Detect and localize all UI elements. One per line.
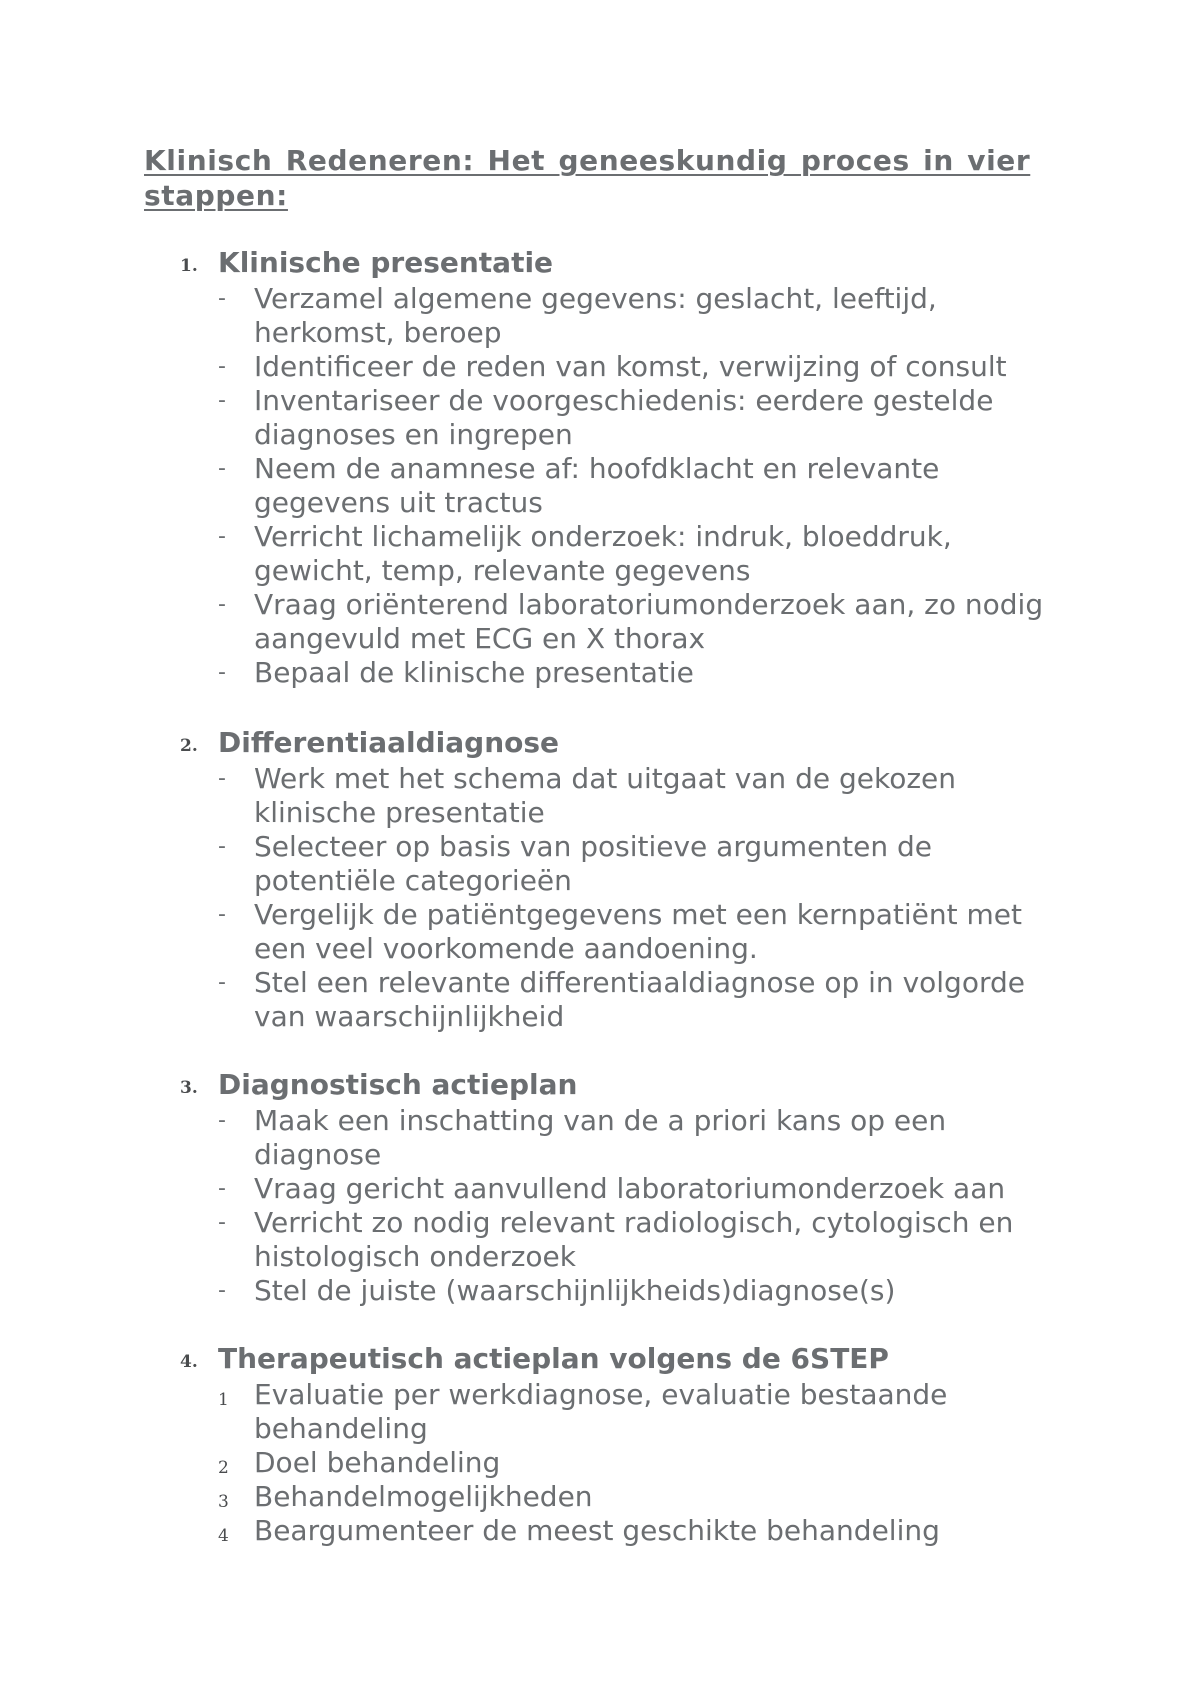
item-number: 1	[218, 1390, 229, 1410]
section-therapeutisch-actieplan	[0, 1342, 1200, 1548]
dash-marker: -	[218, 1278, 226, 1303]
section-heading	[0, 726, 1200, 762]
list-item-text: Vraag gericht aanvullend laboratoriumonderzoek aan	[254, 1172, 1006, 1205]
list-item	[0, 656, 1074, 690]
list-item	[0, 1172, 1074, 1206]
section-list	[0, 1378, 1200, 1548]
list-item-text: Inventariseer de voorgeschiedenis: eerdere gestelde diagnoses en ingrepen	[254, 384, 994, 451]
dash-marker: -	[218, 286, 226, 311]
section-list	[0, 762, 1200, 1034]
dash-marker: -	[218, 834, 226, 859]
list-item	[0, 588, 1074, 656]
list-item-text: Selecteer op basis van positieve argumenten de potentiële categorieën	[254, 830, 932, 897]
section-number: 1.	[180, 256, 198, 276]
list-item-text: Verricht zo nodig relevant radiologisch, cytologisch en histologisch onderzoek	[254, 1206, 1014, 1273]
dash-marker: -	[218, 388, 226, 413]
list-item	[0, 1206, 1074, 1274]
list-item	[0, 966, 1074, 1034]
section-number: 2.	[180, 736, 198, 756]
document-title: Klinisch Redeneren: Het geneeskundig proces in vier stappen:	[144, 144, 1031, 212]
list-item-text: Identificeer de reden van komst, verwijzing of consult	[254, 350, 1007, 383]
dash-marker: -	[218, 766, 226, 791]
dash-marker: -	[218, 354, 226, 379]
list-item	[0, 350, 1074, 384]
dash-marker: -	[218, 902, 226, 927]
list-item-text: Doel behandeling	[254, 1446, 501, 1479]
item-number: 4	[218, 1526, 229, 1546]
list-item	[0, 830, 1074, 898]
dash-marker: -	[218, 1108, 226, 1133]
dash-marker: -	[218, 1210, 226, 1235]
list-item	[0, 762, 1074, 830]
list-item-text: Bepaal de klinische presentatie	[254, 656, 694, 689]
list-item-text: Verzamel algemene gegevens: geslacht, leeftijd, herkomst, beroep	[254, 282, 937, 349]
list-item-text: Behandelmogelijkheden	[254, 1480, 593, 1513]
section-number: 4.	[180, 1352, 198, 1372]
section-heading	[0, 1068, 1200, 1104]
section-title: Diagnostisch actieplan	[218, 1068, 578, 1101]
list-item	[0, 1104, 1074, 1172]
list-item-text: Vraag oriënterend laboratoriumonderzoek aan, zo nodig aangevuld met ECG en X thorax	[254, 588, 1044, 655]
section-heading	[0, 1342, 1200, 1378]
list-item-text: Evaluatie per werkdiagnose, evaluatie bestaande behandeling	[254, 1378, 948, 1445]
list-item	[0, 520, 1074, 588]
list-item	[0, 1480, 1074, 1514]
dash-marker: -	[218, 970, 226, 995]
section-list	[0, 282, 1200, 690]
list-item	[0, 452, 1074, 520]
section-title: Klinische presentatie	[218, 246, 554, 279]
list-item-text: Verricht lichamelijk onderzoek: indruk, bloeddruk, gewicht, temp, relevante gegevens	[254, 520, 952, 587]
section-diagnostisch-actieplan	[0, 1068, 1200, 1308]
list-item-text: Neem de anamnese af: hoofdklacht en relevante gegevens uit tractus	[254, 452, 940, 519]
item-number: 3	[218, 1492, 229, 1512]
dash-marker: -	[218, 1176, 226, 1201]
dash-marker: -	[218, 660, 226, 685]
list-item	[0, 1446, 1074, 1480]
section-klinische-presentatie	[0, 246, 1200, 690]
list-item	[0, 384, 1074, 452]
item-number: 2	[218, 1458, 229, 1478]
section-number: 3.	[180, 1078, 198, 1098]
list-item	[0, 1514, 1074, 1548]
section-title: Differentiaaldiagnose	[218, 726, 560, 759]
list-item-text: Werk met het schema dat uitgaat van de gekozen klinische presentatie	[254, 762, 956, 829]
list-item-text: Maak een inschatting van de a priori kans op een diagnose	[254, 1104, 947, 1171]
list-item	[0, 282, 1074, 350]
list-item-text: Vergelijk de patiëntgegevens met een kernpatiënt met een veel voorkomende aandoening.	[254, 898, 1022, 965]
section-heading	[0, 246, 1200, 282]
list-item-text: Stel de juiste (waarschijnlijkheids)diagnose(s)	[254, 1274, 896, 1307]
dash-marker: -	[218, 524, 226, 549]
list-item-text: Stel een relevante differentiaaldiagnose op in volgorde van waarschijnlijkheid	[254, 966, 1025, 1033]
dash-marker: -	[218, 456, 226, 481]
list-item	[0, 1274, 1074, 1308]
list-item	[0, 1378, 1074, 1446]
dash-marker: -	[218, 592, 226, 617]
section-title: Therapeutisch actieplan volgens de 6STEP	[218, 1342, 889, 1375]
list-item	[0, 898, 1074, 966]
section-list	[0, 1104, 1200, 1308]
section-differentiaaldiagnose	[0, 726, 1200, 1034]
list-item-text: Beargumenteer de meest geschikte behandeling	[254, 1514, 940, 1547]
